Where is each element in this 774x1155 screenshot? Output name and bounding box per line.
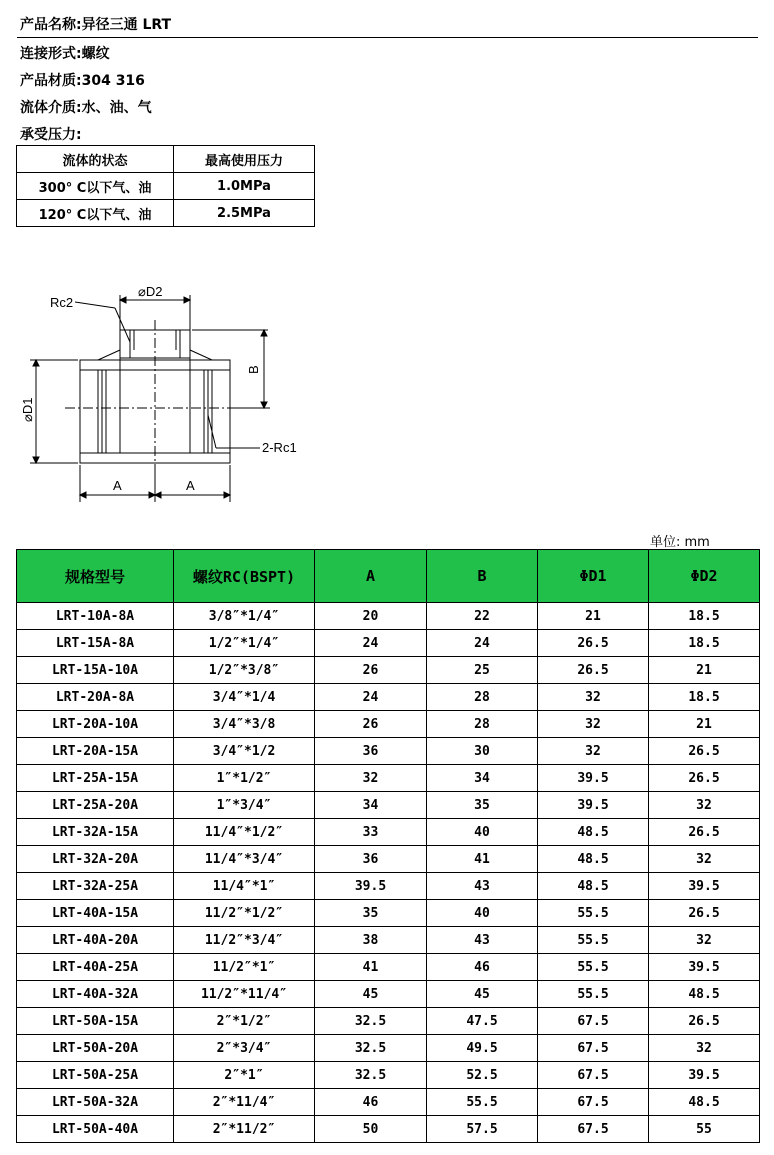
- cell-d1: 26.5: [538, 630, 649, 657]
- cell-thread: 2″*11/2″: [174, 1116, 315, 1143]
- cell-model: LRT-25A-15A: [17, 765, 174, 792]
- cell-thread: 2″*1″: [174, 1062, 315, 1089]
- cell-a: 36: [315, 846, 427, 873]
- cell-b: 52.5: [427, 1062, 538, 1089]
- b-label: B: [246, 365, 261, 374]
- cell-d2: 48.5: [649, 1089, 760, 1116]
- cell-model: LRT-40A-25A: [17, 954, 174, 981]
- cell-thread: 11/2″*11/4″: [174, 981, 315, 1008]
- cell-b: 25: [427, 657, 538, 684]
- table-row: [17, 765, 760, 792]
- cell-model: LRT-40A-32A: [17, 981, 174, 1008]
- cell-a: 32.5: [315, 1035, 427, 1062]
- cell-b: 28: [427, 711, 538, 738]
- cell-d2: 48.5: [649, 981, 760, 1008]
- cell-b: 35: [427, 792, 538, 819]
- pressure-cell: 2.5MPa: [174, 200, 315, 227]
- cell-model: LRT-25A-20A: [17, 792, 174, 819]
- header-a: A: [315, 550, 427, 603]
- table-row: [17, 1035, 760, 1062]
- cell-d1: 39.5: [538, 765, 649, 792]
- cell-d2: 18.5: [649, 684, 760, 711]
- cell-thread: 1″*1/2″: [174, 765, 315, 792]
- cell-d1: 48.5: [538, 873, 649, 900]
- product-material: 产品材质:304 316: [20, 73, 145, 89]
- cell-model: LRT-50A-15A: [17, 1008, 174, 1035]
- table-row: [17, 630, 760, 657]
- cell-a: 33: [315, 819, 427, 846]
- cell-thread: 2″*3/4″: [174, 1035, 315, 1062]
- pressure-header-max: 最高使用压力: [174, 146, 315, 173]
- cell-b: 49.5: [427, 1035, 538, 1062]
- cell-thread: 11/4″*1″: [174, 873, 315, 900]
- cell-d2: 32: [649, 792, 760, 819]
- cell-d1: 26.5: [538, 657, 649, 684]
- cell-d2: 32: [649, 1035, 760, 1062]
- cell-b: 30: [427, 738, 538, 765]
- cell-d1: 32: [538, 711, 649, 738]
- cell-d2: 32: [649, 927, 760, 954]
- unit-label: 单位: mm: [650, 535, 710, 550]
- spec-table-header: [17, 550, 760, 603]
- header-d1: ΦD1: [538, 550, 649, 603]
- cell-d2: 26.5: [649, 900, 760, 927]
- table-row: [17, 711, 760, 738]
- cell-thread: 1″*3/4″: [174, 792, 315, 819]
- cell-thread: 2″*1/2″: [174, 1008, 315, 1035]
- cell-d1: 67.5: [538, 1062, 649, 1089]
- cell-d1: 48.5: [538, 819, 649, 846]
- cell-b: 34: [427, 765, 538, 792]
- cell-d1: 67.5: [538, 1035, 649, 1062]
- cell-a: 24: [315, 684, 427, 711]
- cell-model: LRT-50A-25A: [17, 1062, 174, 1089]
- cell-a: 38: [315, 927, 427, 954]
- cell-b: 43: [427, 873, 538, 900]
- cell-model: LRT-40A-15A: [17, 900, 174, 927]
- table-row: [17, 1008, 760, 1035]
- cell-d2: 32: [649, 846, 760, 873]
- cell-thread: 3/4″*1/2: [174, 738, 315, 765]
- cell-d2: 39.5: [649, 1062, 760, 1089]
- cell-b: 40: [427, 819, 538, 846]
- cell-model: LRT-50A-40A: [17, 1116, 174, 1143]
- pressure-table-row: [17, 173, 315, 200]
- cell-model: LRT-32A-25A: [17, 873, 174, 900]
- cell-b: 46: [427, 954, 538, 981]
- cell-b: 22: [427, 603, 538, 630]
- table-row: [17, 792, 760, 819]
- reducing-tee-drawing: [20, 280, 320, 505]
- table-row: [17, 981, 760, 1008]
- cell-d1: 39.5: [538, 792, 649, 819]
- cell-d2: 18.5: [649, 603, 760, 630]
- cell-d2: 26.5: [649, 738, 760, 765]
- cell-model: LRT-10A-8A: [17, 603, 174, 630]
- cell-thread: 3/4″*3/8: [174, 711, 315, 738]
- rc2-label: Rc2: [50, 295, 74, 310]
- cell-thread: 1/2″*3/8″: [174, 657, 315, 684]
- cell-a: 34: [315, 792, 427, 819]
- d2-label: ⌀D2: [138, 284, 163, 299]
- cell-thread: 3/4″*1/4: [174, 684, 315, 711]
- cell-b: 24: [427, 630, 538, 657]
- cell-d1: 48.5: [538, 846, 649, 873]
- cell-thread: 11/4″*1/2″: [174, 819, 315, 846]
- cell-d1: 32: [538, 684, 649, 711]
- spec-table: [16, 549, 760, 1143]
- cell-d2: 21: [649, 711, 760, 738]
- pressure-header-state: 流体的状态: [17, 146, 174, 173]
- cell-d1: 21: [538, 603, 649, 630]
- cell-b: 57.5: [427, 1116, 538, 1143]
- pressure-label: 承受压力:: [20, 127, 82, 143]
- cell-model: LRT-20A-10A: [17, 711, 174, 738]
- cell-d1: 55.5: [538, 981, 649, 1008]
- cell-d1: 55.5: [538, 900, 649, 927]
- cell-a: 45: [315, 981, 427, 1008]
- cell-d1: 55.5: [538, 927, 649, 954]
- table-row: [17, 684, 760, 711]
- cell-model: LRT-20A-8A: [17, 684, 174, 711]
- header-d2: ΦD2: [649, 550, 760, 603]
- cell-a: 32.5: [315, 1008, 427, 1035]
- d1-label: ⌀D1: [20, 397, 35, 422]
- table-row: [17, 657, 760, 684]
- cell-model: LRT-50A-20A: [17, 1035, 174, 1062]
- pressure-table: [16, 145, 315, 227]
- cell-d2: 39.5: [649, 954, 760, 981]
- header-b: B: [427, 550, 538, 603]
- cell-b: 40: [427, 900, 538, 927]
- cell-thread: 1/2″*1/4″: [174, 630, 315, 657]
- fluid-medium: 流体介质:水、油、气: [20, 100, 152, 116]
- cell-d2: 26.5: [649, 1008, 760, 1035]
- table-row: [17, 1116, 760, 1143]
- table-row: [17, 738, 760, 765]
- pressure-cell: 300° C以下气、油: [17, 173, 174, 200]
- table-row: [17, 873, 760, 900]
- cell-b: 47.5: [427, 1008, 538, 1035]
- cell-a: 26: [315, 711, 427, 738]
- product-title: 产品名称:异径三通 LRT: [20, 17, 172, 33]
- a-left-label: A: [113, 478, 122, 493]
- table-row: [17, 1062, 760, 1089]
- cell-a: 39.5: [315, 873, 427, 900]
- cell-model: LRT-20A-15A: [17, 738, 174, 765]
- cell-b: 28: [427, 684, 538, 711]
- connection-type: 连接形式:螺纹: [20, 46, 110, 62]
- cell-model: LRT-40A-20A: [17, 927, 174, 954]
- cell-a: 26: [315, 657, 427, 684]
- cell-d2: 26.5: [649, 819, 760, 846]
- cell-d1: 32: [538, 738, 649, 765]
- title-divider: [17, 37, 758, 38]
- cell-a: 41: [315, 954, 427, 981]
- cell-model: LRT-32A-20A: [17, 846, 174, 873]
- cell-model: LRT-50A-32A: [17, 1089, 174, 1116]
- cell-b: 43: [427, 927, 538, 954]
- cell-d2: 55: [649, 1116, 760, 1143]
- cell-thread: 11/2″*3/4″: [174, 927, 315, 954]
- cell-a: 46: [315, 1089, 427, 1116]
- cell-a: 32.5: [315, 1062, 427, 1089]
- table-row: [17, 900, 760, 927]
- cell-b: 55.5: [427, 1089, 538, 1116]
- cell-model: LRT-15A-8A: [17, 630, 174, 657]
- table-row: [17, 846, 760, 873]
- cell-a: 36: [315, 738, 427, 765]
- cell-a: 32: [315, 765, 427, 792]
- table-row: [17, 1089, 760, 1116]
- header-thread: 螺纹RC(BSPT): [174, 550, 315, 603]
- cell-b: 45: [427, 981, 538, 1008]
- pressure-table-header: [17, 146, 315, 173]
- cell-d2: 26.5: [649, 765, 760, 792]
- a-right-label: A: [186, 478, 195, 493]
- table-row: [17, 954, 760, 981]
- cell-a: 20: [315, 603, 427, 630]
- cell-thread: 11/2″*1/2″: [174, 900, 315, 927]
- cell-d2: 39.5: [649, 873, 760, 900]
- cell-d2: 21: [649, 657, 760, 684]
- cell-thread: 2″*11/4″: [174, 1089, 315, 1116]
- cell-d1: 67.5: [538, 1116, 649, 1143]
- cell-thread: 11/4″*3/4″: [174, 846, 315, 873]
- cell-thread: 3/8″*1/4″: [174, 603, 315, 630]
- cell-b: 41: [427, 846, 538, 873]
- table-row: [17, 927, 760, 954]
- cell-a: 50: [315, 1116, 427, 1143]
- cell-d1: 67.5: [538, 1008, 649, 1035]
- cell-d2: 18.5: [649, 630, 760, 657]
- pressure-cell: 1.0MPa: [174, 173, 315, 200]
- cell-a: 24: [315, 630, 427, 657]
- cell-d1: 67.5: [538, 1089, 649, 1116]
- header-model: 规格型号: [17, 550, 174, 603]
- cell-a: 35: [315, 900, 427, 927]
- cell-model: LRT-15A-10A: [17, 657, 174, 684]
- table-row: [17, 819, 760, 846]
- cell-model: LRT-32A-15A: [17, 819, 174, 846]
- cell-d1: 55.5: [538, 954, 649, 981]
- rc1-label: 2-Rc1: [262, 440, 297, 455]
- cell-thread: 11/2″*1″: [174, 954, 315, 981]
- table-row: [17, 603, 760, 630]
- pressure-table-row: [17, 200, 315, 227]
- pressure-cell: 120° C以下气、油: [17, 200, 174, 227]
